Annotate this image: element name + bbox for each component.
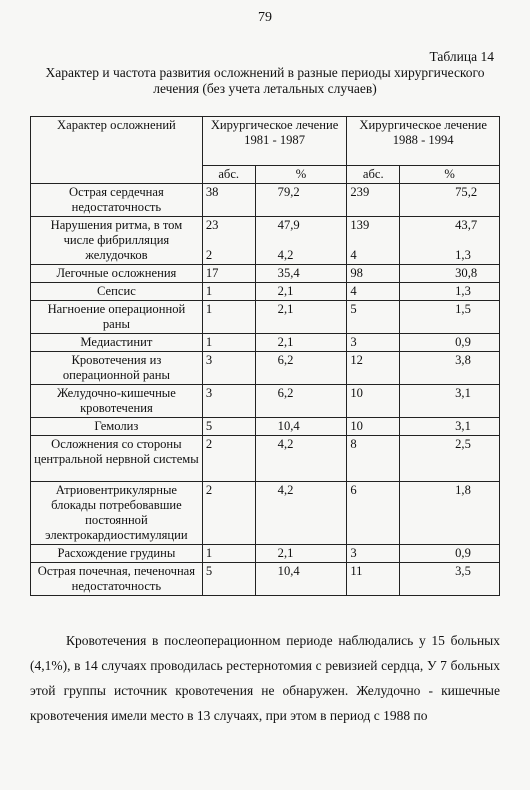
abs-1988-1994 <box>347 352 400 385</box>
abs-1988-1994-subvalue: 4 <box>350 248 357 262</box>
abs-1981-1987-value: 2 <box>205 437 213 451</box>
pct-1988-1994 <box>400 184 500 217</box>
complication-name <box>31 418 203 436</box>
abs-1988-1994-value: 6 <box>350 483 357 497</box>
complication-name <box>31 217 203 265</box>
pct-1981-1987 <box>255 217 347 265</box>
pct-1981-1987-value: 47,9 <box>277 218 300 232</box>
abs-1981-1987-value: 3 <box>205 386 213 400</box>
abs-1988-1994-value: 98 <box>350 266 363 280</box>
pct-1988-1994 <box>400 436 500 482</box>
pct-1981-1987-value: 79,2 <box>277 185 300 199</box>
complications-table <box>30 116 500 596</box>
pct-1981-1987-value: 2,1 <box>277 302 294 316</box>
abs-1988-1994-value: 5 <box>350 302 357 316</box>
pct-1988-1994 <box>400 265 500 283</box>
pct-1988-1994 <box>400 217 500 265</box>
abs-1981-1987-value: 5 <box>205 564 213 578</box>
table-label: Таблица 14 <box>429 49 494 64</box>
header-group-1988-1994: Хирургическое лечение 1988 - 1994 <box>347 117 500 166</box>
pct-1988-1994-value: 1,8 <box>455 483 471 497</box>
abs-1981-1987-value: 1 <box>205 335 213 349</box>
pct-1981-1987-value: 10,4 <box>277 419 300 433</box>
pct-1981-1987 <box>255 545 347 563</box>
table-row <box>31 301 500 334</box>
complication-name <box>31 301 203 334</box>
page-number: 79 <box>258 10 272 25</box>
pct-1988-1994-value: 3,1 <box>455 419 471 433</box>
abs-1981-1987 <box>202 545 255 563</box>
abs-1988-1994 <box>347 436 400 482</box>
abs-1988-1994 <box>347 283 400 301</box>
pct-1988-1994 <box>400 283 500 301</box>
abs-1988-1994 <box>347 385 400 418</box>
complication-name-value: Сепсис <box>97 284 136 298</box>
pct-1988-1994 <box>400 334 500 352</box>
abs-1988-1994 <box>347 418 400 436</box>
table-row <box>31 482 500 545</box>
pct-1981-1987-value: 2,1 <box>277 335 294 349</box>
complication-name <box>31 436 203 482</box>
complication-name <box>31 283 203 301</box>
pct-1988-1994 <box>400 385 500 418</box>
header-abs-1: абс. <box>202 166 255 184</box>
abs-1988-1994-value: 3 <box>350 546 357 560</box>
abs-1988-1994 <box>347 184 400 217</box>
pct-1981-1987 <box>255 334 347 352</box>
complication-name <box>31 482 203 545</box>
pct-1988-1994-value: 1,3 <box>455 284 471 298</box>
pct-1988-1994-value: 3,8 <box>455 353 471 367</box>
complication-name <box>31 184 203 217</box>
abs-1988-1994 <box>347 301 400 334</box>
pct-1988-1994-value: 0,9 <box>455 335 471 349</box>
abs-1981-1987-value: 1 <box>205 546 213 560</box>
pct-1981-1987 <box>255 436 347 482</box>
pct-1981-1987-value: 4,2 <box>277 437 294 451</box>
complication-name-value: Расхождение грудины <box>57 546 176 560</box>
abs-1981-1987 <box>202 385 255 418</box>
header-character: Характер осложнений <box>31 117 203 184</box>
abs-1981-1987 <box>202 265 255 283</box>
header-group-1981-1987: Хирургическое лечение 1981 - 1987 <box>202 117 347 166</box>
abs-1981-1987 <box>202 283 255 301</box>
pct-1981-1987 <box>255 352 347 385</box>
abs-1988-1994-value: 139 <box>350 218 370 232</box>
complication-name <box>31 265 203 283</box>
complication-name-value: Атриовентрикулярные блокады потребовавшие постоянной электрокардиостимуляции <box>45 483 188 542</box>
abs-1988-1994-value: 239 <box>350 185 370 199</box>
abs-1988-1994-value: 10 <box>350 386 363 400</box>
abs-1981-1987 <box>202 482 255 545</box>
complication-name-value: Острая сердечная недостаточность <box>69 185 164 214</box>
pct-1988-1994 <box>400 563 500 596</box>
pct-1988-1994 <box>400 418 500 436</box>
pct-1981-1987 <box>255 184 347 217</box>
pct-1981-1987-value: 6,2 <box>277 386 294 400</box>
pct-1988-1994 <box>400 482 500 545</box>
abs-1988-1994 <box>347 265 400 283</box>
abs-1988-1994-value: 10 <box>350 419 363 433</box>
abs-1988-1994 <box>347 545 400 563</box>
abs-1981-1987 <box>202 352 255 385</box>
complication-name <box>31 545 203 563</box>
abs-1988-1994 <box>347 217 400 265</box>
complication-name <box>31 352 203 385</box>
complication-name-value: Нарушения ритма, в том числе фибрилляция желудочков <box>50 218 183 262</box>
abs-1981-1987 <box>202 563 255 596</box>
pct-1988-1994-value: 1,5 <box>455 302 471 316</box>
abs-1981-1987 <box>202 436 255 482</box>
pct-1981-1987 <box>255 265 347 283</box>
pct-1981-1987-value: 35,4 <box>277 266 300 280</box>
abs-1981-1987-value: 1 <box>205 284 213 298</box>
abs-1981-1987 <box>202 301 255 334</box>
abs-1981-1987-value: 38 <box>205 185 219 199</box>
complication-name-value: Гемолиз <box>94 419 139 433</box>
pct-1981-1987-value: 6,2 <box>277 353 294 367</box>
pct-1981-1987-value: 4,2 <box>277 483 294 497</box>
table-row <box>31 385 500 418</box>
abs-1981-1987-value: 1 <box>205 302 213 316</box>
table-row <box>31 217 500 265</box>
abs-1981-1987 <box>202 334 255 352</box>
table-row <box>31 563 500 596</box>
abs-1981-1987-value: 2 <box>205 483 213 497</box>
body-paragraph <box>30 628 500 728</box>
pct-1988-1994-value: 75,2 <box>455 185 478 199</box>
abs-1988-1994-value: 11 <box>350 564 363 578</box>
complication-name <box>31 385 203 418</box>
abs-1981-1987-value: 17 <box>205 266 219 280</box>
pct-1988-1994-value: 0,9 <box>455 546 471 560</box>
complication-name-value: Желудочно-кишечные кровотечения <box>56 386 176 415</box>
pct-1981-1987-value: 2,1 <box>277 546 294 560</box>
pct-1988-1994-value: 3,5 <box>455 564 471 578</box>
abs-1981-1987-value: 23 <box>205 218 219 232</box>
pct-1988-1994-value: 3,1 <box>455 386 471 400</box>
table-row <box>31 436 500 482</box>
abs-1981-1987-subvalue: 2 <box>205 248 213 262</box>
pct-1981-1987-value: 10,4 <box>277 564 300 578</box>
header-pct-2: % <box>400 166 500 184</box>
pct-1988-1994 <box>400 301 500 334</box>
abs-1981-1987 <box>202 217 255 265</box>
pct-1981-1987-value: 2,1 <box>277 284 294 298</box>
abs-1988-1994 <box>347 334 400 352</box>
abs-1988-1994-value: 12 <box>350 353 363 367</box>
table-row <box>31 265 500 283</box>
complication-name-value: Кровотечения из операционной раны <box>62 353 170 382</box>
table-row <box>31 352 500 385</box>
complication-name-value: Медиастинит <box>80 335 153 349</box>
pct-1988-1994 <box>400 352 500 385</box>
abs-1988-1994 <box>347 482 400 545</box>
pct-1988-1994-subvalue: 1,3 <box>455 248 471 262</box>
pct-1988-1994-value: 2,5 <box>455 437 471 451</box>
abs-1981-1987 <box>202 418 255 436</box>
header-abs-2: абс. <box>347 166 400 184</box>
pct-1988-1994-value: 43,7 <box>455 218 478 232</box>
pct-1981-1987-subvalue: 4,2 <box>277 248 294 262</box>
pct-1981-1987 <box>255 418 347 436</box>
table-row <box>31 334 500 352</box>
complication-name <box>31 563 203 596</box>
table-header-row <box>31 117 500 166</box>
pct-1988-1994-value: 30,8 <box>455 266 478 280</box>
complication-name-value: Нагноение операционной раны <box>47 302 186 331</box>
table-caption: Характер и частота развития осложнений в разные периоды хирургического лечения (без учета летальных случаев) <box>45 65 485 96</box>
table-row <box>31 283 500 301</box>
abs-1981-1987-value: 3 <box>205 353 213 367</box>
pct-1988-1994 <box>400 545 500 563</box>
abs-1988-1994 <box>347 563 400 596</box>
complication-name-value: Осложнения со стороны центральной нервной системы <box>34 437 199 466</box>
table-row <box>31 545 500 563</box>
pct-1981-1987 <box>255 283 347 301</box>
pct-1981-1987 <box>255 301 347 334</box>
complication-name-value: Легочные осложнения <box>56 266 177 280</box>
pct-1981-1987 <box>255 482 347 545</box>
table-row <box>31 184 500 217</box>
abs-1981-1987 <box>202 184 255 217</box>
abs-1988-1994-value: 8 <box>350 437 357 451</box>
complication-name <box>31 334 203 352</box>
paragraph-text: Кровотечения в послеоперационном периоде наблюдались у 15 больных (4,1%), в 14 случаях проводилась рестернотомия с ревизией сердца, У 7 больных этой группы источник кровотечения не обнаружен. Желудочно - кишечные кровотечения имели место в 13 случаях, при этом в период с 1988 по <box>30 633 500 723</box>
table-row <box>31 418 500 436</box>
header-pct-1: % <box>255 166 347 184</box>
pct-1981-1987 <box>255 563 347 596</box>
pct-1981-1987 <box>255 385 347 418</box>
abs-1988-1994-value: 3 <box>350 335 357 349</box>
abs-1981-1987-value: 5 <box>205 419 213 433</box>
abs-1988-1994-value: 4 <box>350 284 357 298</box>
complication-name-value: Острая почечная, печеночная недостаточность <box>37 564 196 593</box>
